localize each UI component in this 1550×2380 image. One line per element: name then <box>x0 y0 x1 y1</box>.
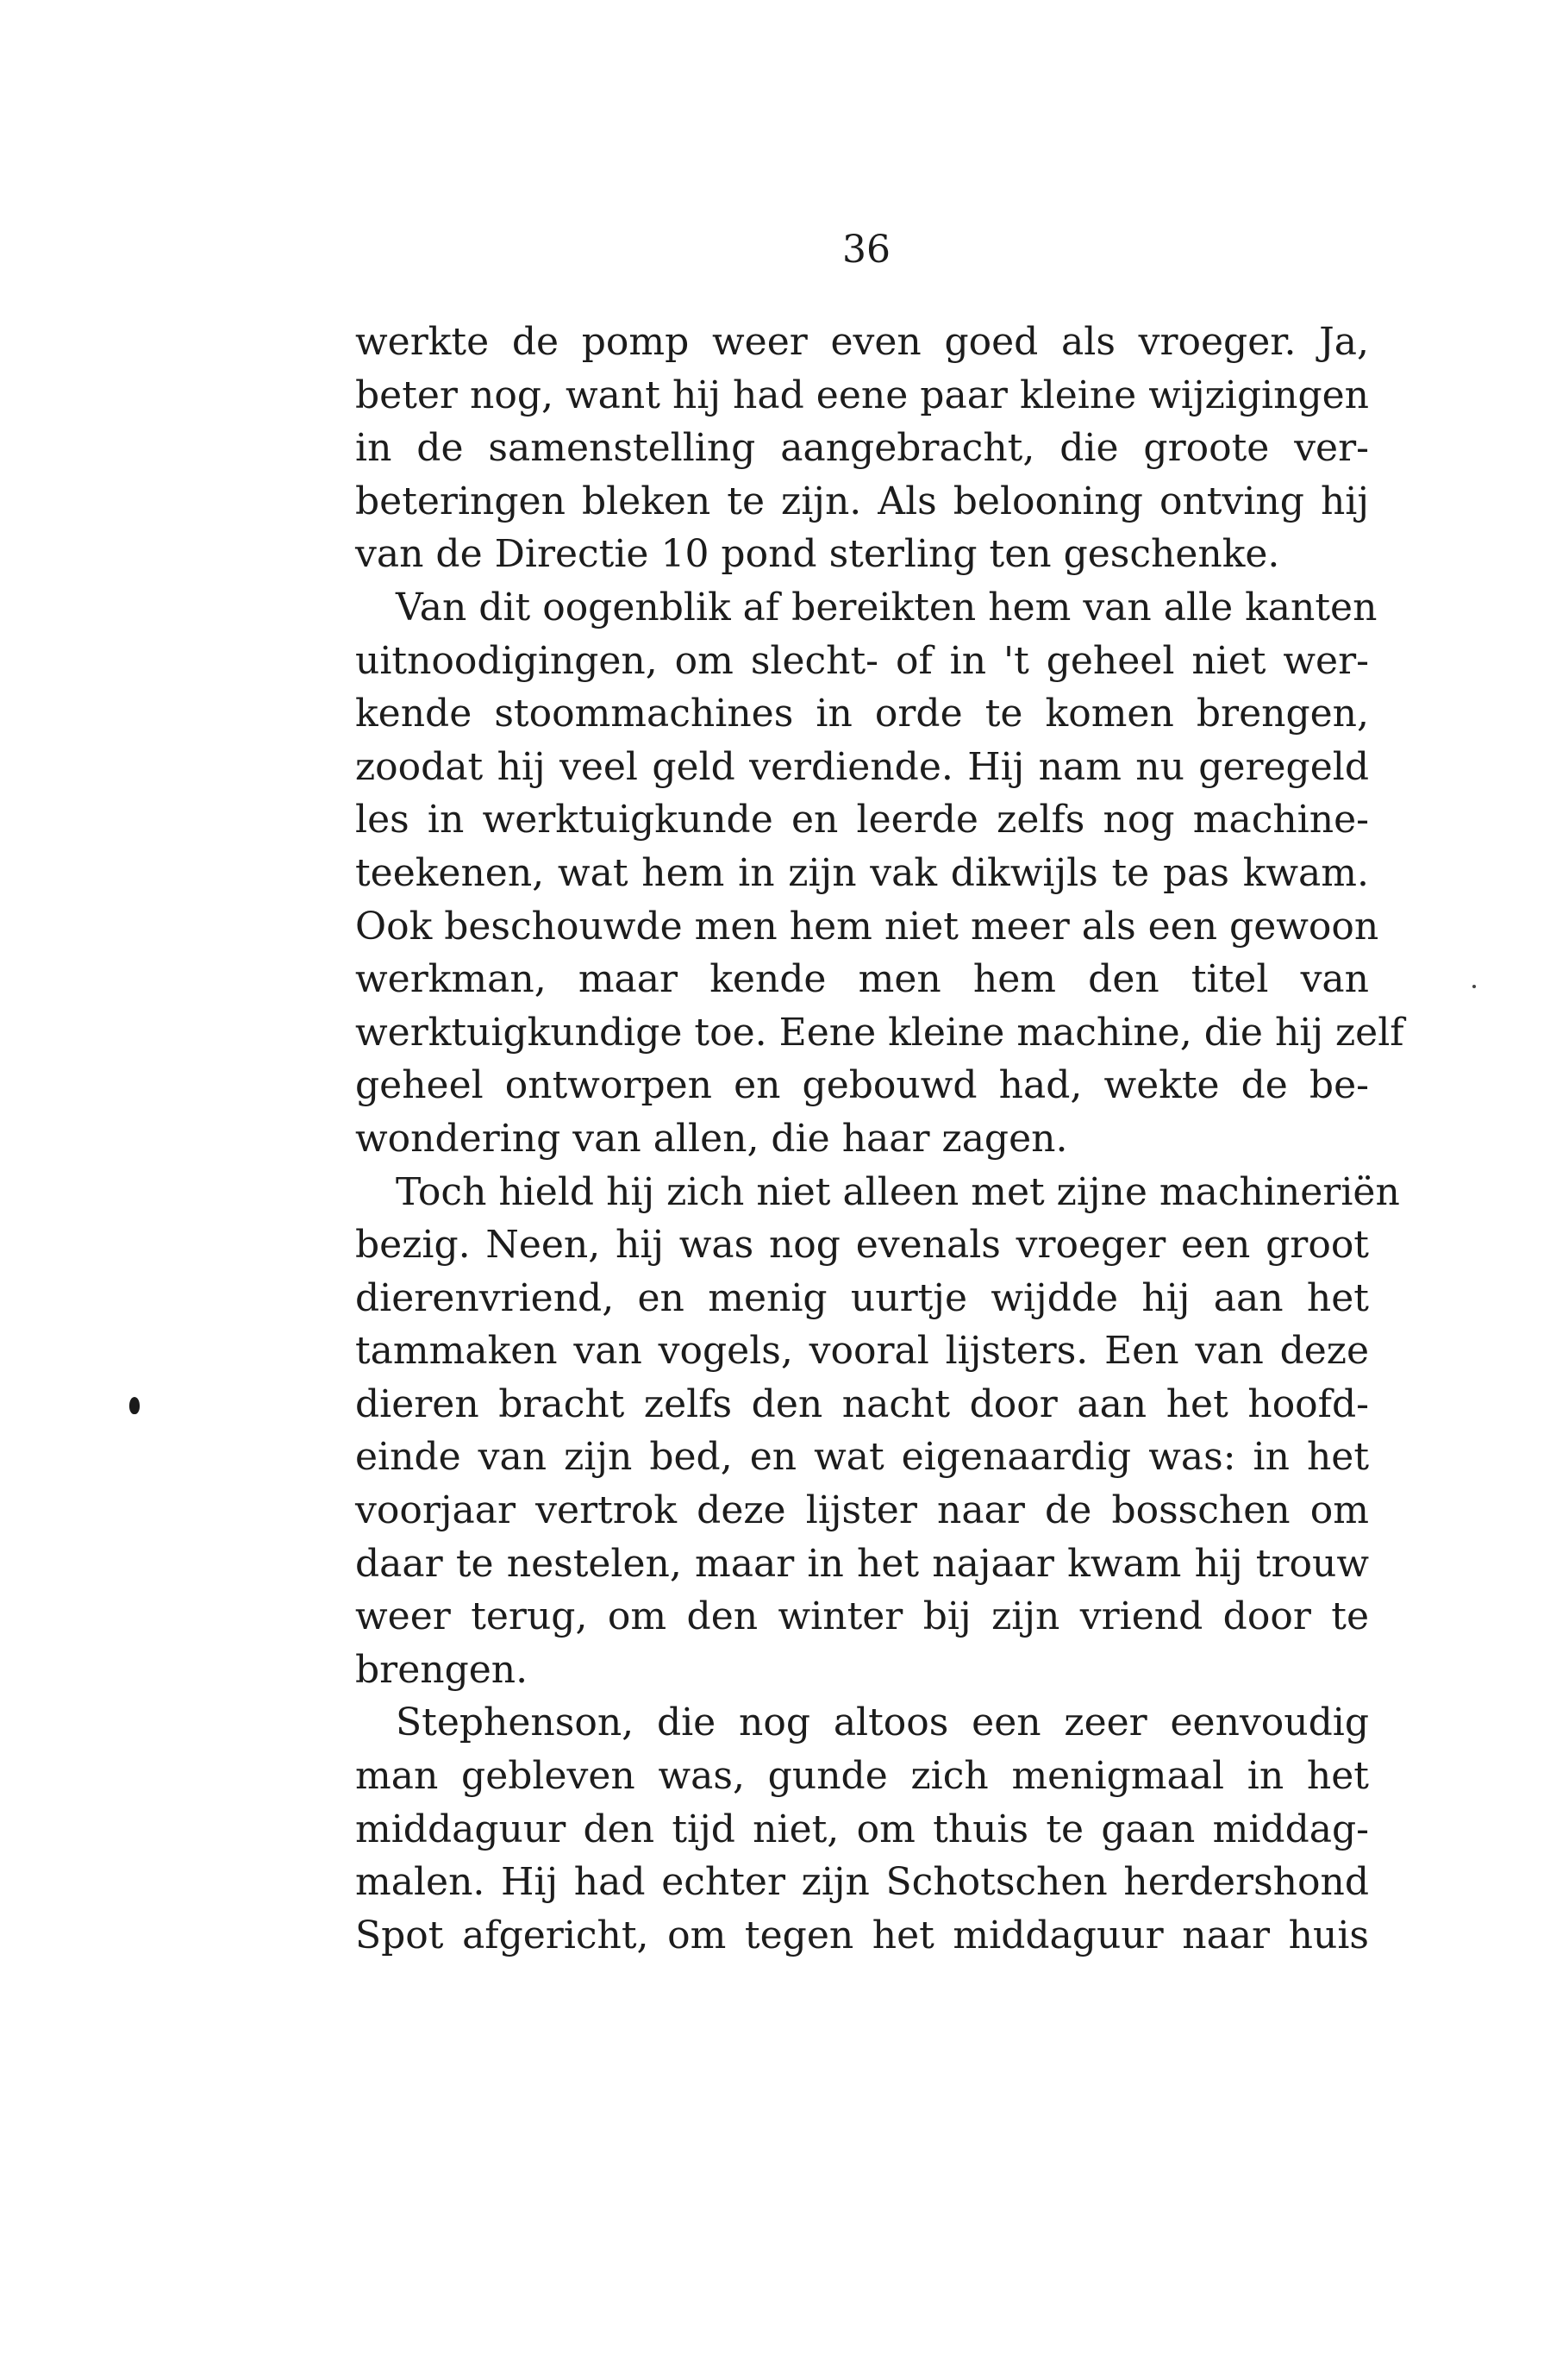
text-line: daar te nestelen, maar in het najaar kwam hij trouw <box>355 1541 1369 1586</box>
text-line: Ook beschouwde men hem niet meer als een gewoon <box>355 904 1379 949</box>
text-line: beteringen bleken te zijn. Als belooning ontving hij <box>355 479 1369 523</box>
text-line: brengen. <box>355 1647 528 1692</box>
text-line: les in werktuigkunde en leerde zelfs nog machine- <box>355 798 1369 842</box>
text-line: malen. Hij had echter zijn Schotschen herdershond <box>355 1860 1369 1905</box>
text-line: Van dit oogenblik af bereikten hem van alle kanten <box>396 585 1378 629</box>
text-line: werkman, maar kende men hem den titel van <box>355 957 1369 1002</box>
text-line: wondering van allen, die haar zagen. <box>355 1116 1068 1161</box>
text-line: Toch hield hij zich niet alleen met zijne machineriën <box>396 1169 1400 1214</box>
text-line: beter nog, want hij had eene paar kleine wijzigingen <box>355 373 1369 417</box>
text-line: in de samenstelling aangebracht, die groote ver- <box>355 426 1369 471</box>
text-line: middaguur den tijd niet, om thuis te gaan middag- <box>355 1807 1369 1851</box>
text-line: uitnoodigingen, om slecht- of in 't geheel niet wer- <box>355 638 1369 683</box>
text-line: van de Directie 10 pond sterling ten geschenke. <box>355 532 1280 577</box>
text-line: dieren bracht zelfs den nacht door aan het hoofd- <box>355 1381 1369 1426</box>
ink-blot <box>129 1397 140 1414</box>
ink-speck <box>1472 985 1476 988</box>
text-line: werkte de pomp weer even goed als vroeger. Ja, <box>355 320 1369 364</box>
text-line: tammaken van vogels, vooral lijsters. Een van deze <box>355 1329 1369 1374</box>
text-line: kende stoommachines in orde te komen brengen, <box>355 692 1369 736</box>
text-line: zoodat hij veel geld verdiende. Hij nam nu geregeld <box>355 744 1369 789</box>
text-line: teekenen, wat hem in zijn vak dikwijls te pas kwam. <box>355 850 1369 895</box>
text-line: Spot afgericht, om tegen het middaguur naar huis <box>355 1913 1369 1957</box>
text-line: einde van zijn bed, en wat eigenaardig was: in het <box>355 1435 1369 1480</box>
page-number: 36 <box>842 228 891 272</box>
text-line: dierenvriend, en menig uurtje wijdde hij aan het <box>355 1275 1369 1320</box>
body-text <box>355 316 1404 1962</box>
text-line: man gebleven was, gunde zich menigmaal in het <box>355 1754 1369 1799</box>
text-line: geheel ontworpen en gebouwd had, wekte de be- <box>355 1063 1369 1108</box>
text-line: weer terug, om den winter bij zijn vriend door te <box>355 1594 1369 1639</box>
text-line: werktuigkundige toe. Eene kleine machine, die hij zelf <box>355 1010 1404 1055</box>
text-line: voorjaar vertrok deze lijster naar de bosschen om <box>355 1488 1369 1533</box>
text-line: bezig. Neen, hij was nog evenals vroeger een groot <box>355 1223 1369 1268</box>
text-line: Stephenson, die nog altoos een zeer eenvoudig <box>396 1700 1369 1745</box>
